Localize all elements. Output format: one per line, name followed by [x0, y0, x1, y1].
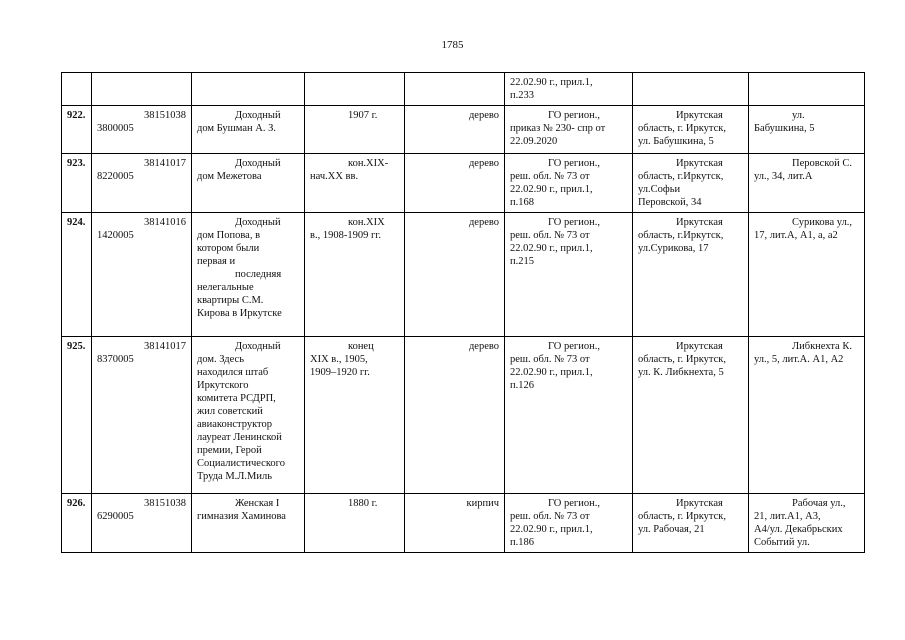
page-number: 1785: [441, 39, 464, 51]
material: дерево: [405, 213, 505, 337]
row-number: 924.: [62, 213, 92, 337]
registry-code: 38151038 3800005: [92, 106, 192, 154]
registry-code: 38151038 6290005: [92, 494, 192, 553]
registry-code: 38141017 8220005: [92, 154, 192, 213]
monuments-table: [61, 72, 865, 553]
address-alt-cell: Либкнехта К. ул., 5, лит.А. А1, А2: [749, 337, 865, 494]
decision-cell: ГО регион., реш. обл. № 73 от 22.02.90 г., прил.1, п.168: [505, 154, 633, 213]
material: дерево: [405, 337, 505, 494]
table-row: [62, 337, 865, 494]
dating: 1907 г.: [305, 106, 405, 154]
address-alt-cell: ул. Бабушкина, 5: [749, 106, 865, 154]
row-number: 922.: [62, 106, 92, 154]
row-number: 926.: [62, 494, 92, 553]
address-alt-cell: Сурикова ул., 17, лит.А, А1, а, а2: [749, 213, 865, 337]
decision-cell: ГО регион., приказ № 230- спр от 22.09.2020: [505, 106, 633, 154]
object-name: Доходный дом Межетова: [192, 154, 305, 213]
table-row: [62, 106, 865, 154]
row-number: 925.: [62, 337, 92, 494]
address-cell: Иркутская область, г. Иркутск, ул. К. Либкнехта, 5: [633, 337, 749, 494]
material: дерево: [405, 106, 505, 154]
dating: 1880 г.: [305, 494, 405, 553]
row-number: 923.: [62, 154, 92, 213]
object-name: Доходный дом Попова, в котором были первая и последняя нелегальные квартиры С.М. Кирова в Иркутске: [192, 213, 305, 337]
decision-cell: 22.02.90 г., прил.1, п.233: [505, 73, 633, 106]
table-row: [62, 154, 865, 213]
decision-cell: ГО регион., реш. обл. № 73 от 22.02.90 г., прил.1, п.215: [505, 213, 633, 337]
address-cell: Иркутская область, г. Иркутск, ул. Рабочая, 21: [633, 494, 749, 553]
dating: кон.XIX- нач.XX вв.: [305, 154, 405, 213]
table-row: [62, 213, 865, 337]
address-cell: Иркутская область, г. Иркутск, ул. Бабушкина, 5: [633, 106, 749, 154]
material: кирпич: [405, 494, 505, 553]
dating: конец XIX в., 1905, 1909–1920 гг.: [305, 337, 405, 494]
address-alt-cell: Рабочая ул., 21, лит.А1, А3, А4/ул. Декабрьских Событий ул.: [749, 494, 865, 553]
material: дерево: [405, 154, 505, 213]
table-row-continued: [62, 73, 865, 106]
decision-cell: ГО регион., реш. обл. № 73 от 22.02.90 г., прил.1, п.186: [505, 494, 633, 553]
decision-cell: ГО регион., реш. обл. № 73 от 22.02.90 г., прил.1, п.126: [505, 337, 633, 494]
registry-code: 38141017 8370005: [92, 337, 192, 494]
dating: кон.XIX в., 1908-1909 гг.: [305, 213, 405, 337]
address-cell: Иркутская область, г.Иркутск, ул.Софьи Перовской, 34: [633, 154, 749, 213]
table-row: [62, 494, 865, 553]
object-name: Женская I гимназия Хаминова: [192, 494, 305, 553]
address-cell: Иркутская область, г.Иркутск, ул.Сурикова, 17: [633, 213, 749, 337]
address-alt-cell: Перовской С. ул., 34, лит.А: [749, 154, 865, 213]
object-name: Доходный дом Бушман А. З.: [192, 106, 305, 154]
registry-code: 38141016 1420005: [92, 213, 192, 337]
object-name: Доходный дом. Здесь находился штаб Иркутского комитета РСДРП, жил советский авиаконструктор лауреат Ленинской премии, Герой Социалистического Труда М.Л.Миль: [192, 337, 305, 494]
